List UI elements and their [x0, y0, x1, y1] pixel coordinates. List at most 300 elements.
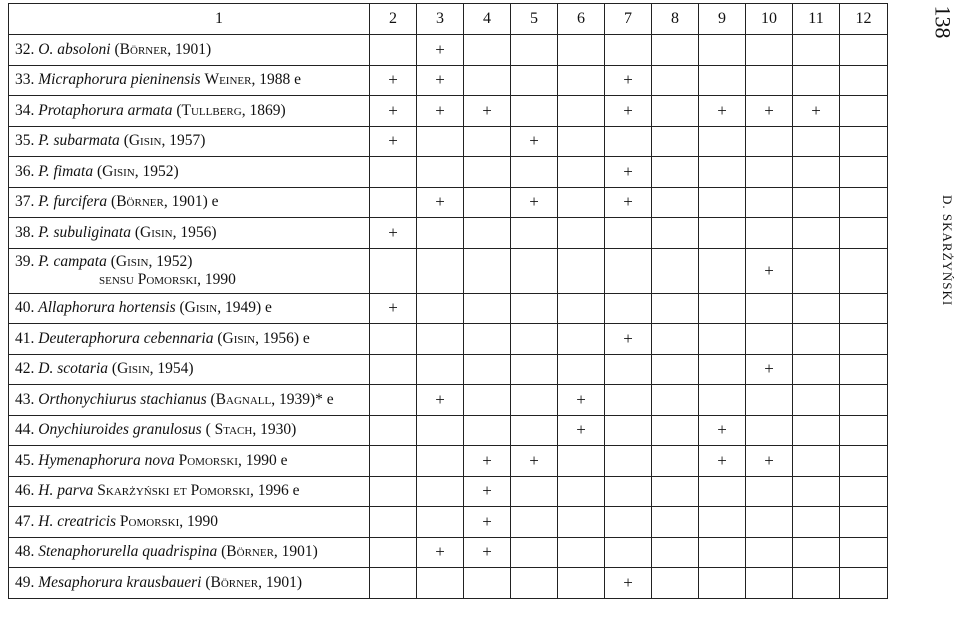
presence-cell-col-3: [417, 35, 464, 66]
presence-mark: +: [576, 389, 586, 409]
page-number-text: 138: [930, 5, 955, 39]
presence-cell-col-9: [699, 354, 746, 385]
author-open-paren: (: [217, 329, 223, 347]
presence-mark: +: [623, 161, 633, 181]
presence-cell-col-5: [511, 218, 558, 249]
species-name-cell: [9, 446, 370, 477]
table-row: [9, 476, 888, 507]
table-row: [9, 126, 888, 157]
author-citation: Skarżyński et Pomorski, 1996: [97, 482, 289, 500]
species-name-cell: [9, 568, 370, 599]
presence-mark: +: [435, 542, 445, 562]
genus-name: P.: [38, 162, 50, 180]
presence-cell-col-9: [699, 446, 746, 477]
table-row: [9, 385, 888, 416]
table-row: [9, 218, 888, 249]
column-header-3: 3: [417, 4, 464, 35]
author-citation: Gisin, 1956): [222, 329, 300, 347]
presence-cell-col-3: [417, 324, 464, 355]
presence-cell-col-4: [464, 446, 511, 477]
presence-mark: +: [482, 100, 492, 120]
presence-cell-col-9: [699, 126, 746, 157]
column-header-2: 2: [370, 4, 417, 35]
presence-cell-col-8: [652, 218, 699, 249]
species-line: [15, 360, 194, 377]
presence-cell-col-7: [605, 354, 652, 385]
presence-cell-col-10: [746, 507, 793, 538]
presence-cell-col-9: [699, 476, 746, 507]
author-open-paren: (: [110, 252, 116, 270]
species-line: [15, 102, 286, 119]
genus-name: Protaphorura: [38, 101, 124, 119]
column-header-9: 9: [699, 4, 746, 35]
presence-mark: +: [529, 450, 539, 470]
presence-cell-col-4: [464, 293, 511, 324]
presence-mark: +: [717, 450, 727, 470]
author-citation: Gisin, 1952): [102, 162, 179, 180]
presence-cell-col-8: [652, 324, 699, 355]
presence-cell-col-11: [793, 218, 840, 249]
presence-cell-col-12: [840, 248, 888, 293]
column-header-11: 11: [793, 4, 840, 35]
presence-cell-col-8: [652, 248, 699, 293]
presence-mark: +: [482, 450, 492, 470]
presence-cell-col-8: [652, 35, 699, 66]
species-epithet: quadrispina: [142, 543, 218, 561]
presence-mark: +: [435, 70, 445, 90]
presence-cell-col-7: [605, 187, 652, 218]
species-number: 36.: [15, 162, 35, 180]
presence-cell-col-10: [746, 415, 793, 446]
presence-cell-col-5: [511, 324, 558, 355]
species-distribution-table: [8, 3, 888, 599]
presence-mark: +: [388, 131, 398, 151]
presence-cell-col-7: [605, 65, 652, 96]
presence-cell-col-6: [558, 324, 605, 355]
presence-cell-col-6: [558, 65, 605, 96]
presence-cell-col-3: [417, 568, 464, 599]
species-epithet: absoloni: [57, 40, 111, 58]
presence-cell-col-10: [746, 324, 793, 355]
species-number: 44.: [15, 421, 35, 439]
genus-name: Stenaphorurella: [38, 543, 139, 561]
presence-cell-col-12: [840, 96, 888, 127]
presence-cell-col-7: [605, 385, 652, 416]
genus-name: Hymenaphorura: [38, 451, 141, 469]
presence-cell-col-11: [793, 476, 840, 507]
presence-cell-col-9: [699, 537, 746, 568]
presence-mark: +: [435, 100, 445, 120]
species-number: 49.: [15, 573, 35, 591]
author-citation: Börner, 1901): [210, 573, 303, 591]
presence-cell-col-8: [652, 293, 699, 324]
presence-cell-col-11: [793, 293, 840, 324]
presence-cell-col-10: [746, 354, 793, 385]
species-name-cell: [9, 96, 370, 127]
presence-cell-col-4: [464, 157, 511, 188]
table-row: [9, 96, 888, 127]
presence-cell-col-12: [840, 507, 888, 538]
presence-cell-col-11: [793, 354, 840, 385]
presence-cell-col-12: [840, 324, 888, 355]
presence-cell-col-8: [652, 415, 699, 446]
presence-cell-col-10: [746, 187, 793, 218]
presence-cell-col-3: [417, 385, 464, 416]
presence-cell-col-8: [652, 65, 699, 96]
author-open-paren: (: [205, 421, 215, 439]
presence-cell-col-3: [417, 354, 464, 385]
author-citation: Börner, 1901): [119, 40, 212, 58]
species-line: [15, 41, 211, 58]
genus-name: H.: [38, 512, 54, 530]
presence-cell-col-8: [652, 354, 699, 385]
genus-name: P.: [38, 223, 50, 241]
presence-cell-col-6: [558, 157, 605, 188]
presence-cell-col-12: [840, 354, 888, 385]
species-epithet: armata: [127, 101, 173, 119]
presence-cell-col-7: [605, 476, 652, 507]
table-row: [9, 568, 888, 599]
presence-cell-col-3: [417, 65, 464, 96]
presence-cell-col-5: [511, 507, 558, 538]
presence-cell-col-9: [699, 248, 746, 293]
column-header-6: 6: [558, 4, 605, 35]
genus-name: Mesaphorura: [38, 573, 123, 591]
presence-cell-col-5: [511, 568, 558, 599]
presence-cell-col-11: [793, 537, 840, 568]
species-epithet: hortensis: [118, 299, 176, 317]
genus-name: Deuteraphorura: [38, 329, 140, 347]
presence-cell-col-5: [511, 187, 558, 218]
presence-cell-col-4: [464, 324, 511, 355]
presence-cell-col-2: [370, 65, 417, 96]
author-citation: Pomorski, 1990: [178, 451, 277, 469]
presence-cell-col-10: [746, 65, 793, 96]
presence-cell-col-3: [417, 476, 464, 507]
presence-cell-col-11: [793, 248, 840, 293]
presence-cell-col-4: [464, 218, 511, 249]
presence-cell-col-10: [746, 476, 793, 507]
species-epithet: pieninensis: [130, 71, 201, 89]
species-name-cell: [9, 65, 370, 96]
presence-cell-col-5: [511, 446, 558, 477]
presence-cell-col-5: [511, 385, 558, 416]
presence-cell-col-2: [370, 248, 417, 293]
species-epithet: parva: [57, 482, 94, 500]
presence-cell-col-6: [558, 248, 605, 293]
species-number: 46.: [15, 482, 35, 500]
species-name-cell: [9, 248, 370, 293]
presence-mark: +: [482, 481, 492, 501]
column-header-5: 5: [511, 4, 558, 35]
species-epithet: subarmata: [53, 132, 120, 150]
species-line: [15, 543, 318, 560]
author-open-paren: (: [210, 390, 216, 408]
presence-cell-col-7: [605, 568, 652, 599]
column-header-8: 8: [652, 4, 699, 35]
presence-cell-col-10: [746, 126, 793, 157]
author-open-paren: (: [179, 299, 185, 317]
species-epithet: nova: [144, 451, 175, 469]
species-line: [15, 391, 334, 408]
species-number: 47.: [15, 512, 35, 530]
presence-cell-col-11: [793, 96, 840, 127]
presence-cell-col-11: [793, 126, 840, 157]
author-open-paren: (: [221, 543, 227, 561]
presence-cell-col-7: [605, 415, 652, 446]
presence-cell-col-2: [370, 537, 417, 568]
presence-cell-col-9: [699, 507, 746, 538]
species-number: 34.: [15, 101, 35, 119]
presence-mark: +: [623, 192, 633, 212]
table-row: [9, 415, 888, 446]
presence-cell-col-11: [793, 385, 840, 416]
presence-mark: +: [529, 131, 539, 151]
presence-cell-col-8: [652, 537, 699, 568]
author-open-paren: (: [114, 40, 120, 58]
presence-cell-col-11: [793, 35, 840, 66]
presence-cell-col-2: [370, 568, 417, 599]
page-number: [925, 2, 959, 42]
species-name-cell: [9, 324, 370, 355]
presence-cell-col-12: [840, 568, 888, 599]
presence-cell-col-3: [417, 126, 464, 157]
presence-cell-col-6: [558, 476, 605, 507]
author-open-paren: (: [205, 573, 211, 591]
presence-cell-col-6: [558, 446, 605, 477]
species-name-cell: [9, 126, 370, 157]
presence-cell-col-7: [605, 157, 652, 188]
presence-cell-col-7: [605, 507, 652, 538]
presence-mark: +: [576, 420, 586, 440]
running-head: D. SKARŻYŃSKI: [940, 195, 955, 307]
species-number: 39.: [15, 252, 35, 270]
presence-mark: +: [435, 39, 445, 59]
presence-cell-col-9: [699, 385, 746, 416]
presence-cell-col-2: [370, 385, 417, 416]
presence-cell-col-11: [793, 324, 840, 355]
presence-cell-col-3: [417, 187, 464, 218]
author-citation: Gisin, 1957): [128, 132, 206, 150]
author-citation: Gisin, 1956): [140, 223, 217, 241]
genus-name: D.: [38, 360, 54, 378]
presence-cell-col-10: [746, 537, 793, 568]
presence-cell-col-2: [370, 476, 417, 507]
presence-cell-col-5: [511, 157, 558, 188]
presence-cell-col-12: [840, 446, 888, 477]
column-header-4: 4: [464, 4, 511, 35]
species-epithet: scotaria: [57, 360, 109, 378]
species-name-cell: [9, 385, 370, 416]
presence-cell-col-7: [605, 293, 652, 324]
presence-cell-col-3: [417, 507, 464, 538]
presence-cell-col-6: [558, 35, 605, 66]
presence-cell-col-4: [464, 354, 511, 385]
presence-cell-col-4: [464, 415, 511, 446]
presence-cell-col-4: [464, 537, 511, 568]
species-epithet: creatricis: [57, 512, 117, 530]
genus-name: Allaphorura: [38, 299, 115, 317]
table-row: [9, 354, 888, 385]
presence-cell-col-6: [558, 385, 605, 416]
presence-mark: +: [623, 328, 633, 348]
presence-cell-col-4: [464, 248, 511, 293]
presence-cell-col-8: [652, 507, 699, 538]
presence-cell-col-2: [370, 446, 417, 477]
presence-cell-col-9: [699, 218, 746, 249]
genus-name: P.: [38, 252, 50, 270]
species-line: [15, 513, 218, 530]
presence-cell-col-10: [746, 218, 793, 249]
presence-cell-col-7: [605, 537, 652, 568]
species-name-cell: [9, 157, 370, 188]
species-epithet: campata: [53, 252, 107, 270]
presence-cell-col-9: [699, 35, 746, 66]
presence-cell-col-4: [464, 35, 511, 66]
presence-cell-col-6: [558, 187, 605, 218]
table-row: [9, 537, 888, 568]
presence-cell-col-10: [746, 248, 793, 293]
species-epithet: krausbaueri: [126, 573, 202, 591]
species-line: [15, 132, 205, 149]
author-open-paren: (: [96, 162, 103, 180]
genus-name: Orthonychiurus: [38, 390, 137, 408]
presence-cell-col-2: [370, 126, 417, 157]
presence-mark: +: [482, 542, 492, 562]
presence-cell-col-4: [464, 476, 511, 507]
ecology-suffix: e: [288, 482, 300, 500]
presence-cell-col-5: [511, 248, 558, 293]
species-number: 38.: [15, 223, 35, 241]
presence-cell-col-7: [605, 96, 652, 127]
table-row: [9, 446, 888, 477]
presence-cell-col-5: [511, 476, 558, 507]
presence-cell-col-8: [652, 476, 699, 507]
presence-cell-col-8: [652, 187, 699, 218]
presence-cell-col-12: [840, 293, 888, 324]
presence-cell-col-12: [840, 415, 888, 446]
author-citation: Pomorski, 1990: [119, 512, 219, 530]
presence-cell-col-6: [558, 568, 605, 599]
species-name-cell: [9, 187, 370, 218]
species-epithet: stachianus: [140, 390, 207, 408]
presence-cell-col-12: [840, 187, 888, 218]
genus-name: P.: [38, 132, 50, 150]
presence-cell-col-3: [417, 96, 464, 127]
presence-cell-col-4: [464, 65, 511, 96]
table-row: [9, 35, 888, 66]
author-citation: Gisin, 1949): [184, 299, 262, 317]
presence-cell-col-12: [840, 126, 888, 157]
species-line: [15, 193, 219, 210]
presence-mark: +: [623, 100, 633, 120]
presence-cell-col-7: [605, 446, 652, 477]
presence-cell-col-2: [370, 35, 417, 66]
presence-cell-col-6: [558, 415, 605, 446]
presence-cell-col-7: [605, 126, 652, 157]
species-name-cell: [9, 293, 370, 324]
genus-name: H.: [38, 482, 54, 500]
presence-cell-col-2: [370, 415, 417, 446]
table-row: [9, 65, 888, 96]
species-number: 41.: [15, 329, 35, 347]
presence-mark: +: [764, 100, 774, 120]
presence-cell-col-5: [511, 415, 558, 446]
species-line: [15, 452, 287, 469]
presence-cell-col-12: [840, 385, 888, 416]
species-name-cell: [9, 354, 370, 385]
species-name-cell: [9, 218, 370, 249]
presence-cell-col-6: [558, 354, 605, 385]
presence-mark: +: [764, 359, 774, 379]
presence-cell-col-2: [370, 96, 417, 127]
species-name-cell: [9, 415, 370, 446]
presence-cell-col-2: [370, 354, 417, 385]
presence-cell-col-9: [699, 415, 746, 446]
presence-mark: +: [623, 572, 633, 592]
presence-cell-col-12: [840, 218, 888, 249]
author-open-paren: (: [111, 193, 117, 211]
presence-cell-col-5: [511, 354, 558, 385]
presence-cell-col-10: [746, 446, 793, 477]
presence-cell-col-4: [464, 187, 511, 218]
species-epithet: fimata: [53, 162, 94, 180]
author-citation: Gisin, 1952): [115, 252, 193, 270]
species-name-cell: [9, 476, 370, 507]
presence-mark: +: [388, 222, 398, 242]
column-header-7: 7: [605, 4, 652, 35]
presence-mark: +: [435, 389, 445, 409]
presence-cell-col-6: [558, 507, 605, 538]
taxon-note: sensu Pomorski, 1990: [99, 270, 236, 288]
presence-cell-col-12: [840, 35, 888, 66]
species-epithet: granulosus: [132, 421, 202, 439]
species-number: 42.: [15, 360, 35, 378]
table-row: [9, 293, 888, 324]
presence-cell-col-2: [370, 187, 417, 218]
presence-cell-col-8: [652, 568, 699, 599]
species-line: [15, 299, 272, 316]
presence-cell-col-9: [699, 187, 746, 218]
presence-cell-col-8: [652, 385, 699, 416]
presence-cell-col-6: [558, 293, 605, 324]
presence-cell-col-8: [652, 126, 699, 157]
species-name-cell: [9, 35, 370, 66]
author-citation: Weiner, 1988: [204, 71, 291, 89]
presence-mark: +: [388, 298, 398, 318]
genus-name: Onychiuroides: [38, 421, 129, 439]
presence-cell-col-2: [370, 218, 417, 249]
presence-cell-col-10: [746, 293, 793, 324]
author-citation: Bagnall, 1939)*: [215, 390, 323, 408]
author-open-paren: (: [134, 223, 141, 241]
presence-cell-col-10: [746, 568, 793, 599]
presence-cell-col-10: [746, 157, 793, 188]
presence-cell-col-7: [605, 248, 652, 293]
author-open-paren: (: [176, 101, 182, 119]
presence-cell-col-11: [793, 415, 840, 446]
presence-cell-col-2: [370, 157, 417, 188]
presence-cell-col-12: [840, 157, 888, 188]
species-epithet: cebennaria: [143, 329, 214, 347]
presence-mark: +: [388, 100, 398, 120]
species-name-cell: [9, 537, 370, 568]
presence-mark: +: [623, 70, 633, 90]
presence-cell-col-9: [699, 65, 746, 96]
presence-cell-col-5: [511, 65, 558, 96]
species-number: 35.: [15, 132, 35, 150]
author-citation: Gisin, 1954): [117, 360, 194, 378]
